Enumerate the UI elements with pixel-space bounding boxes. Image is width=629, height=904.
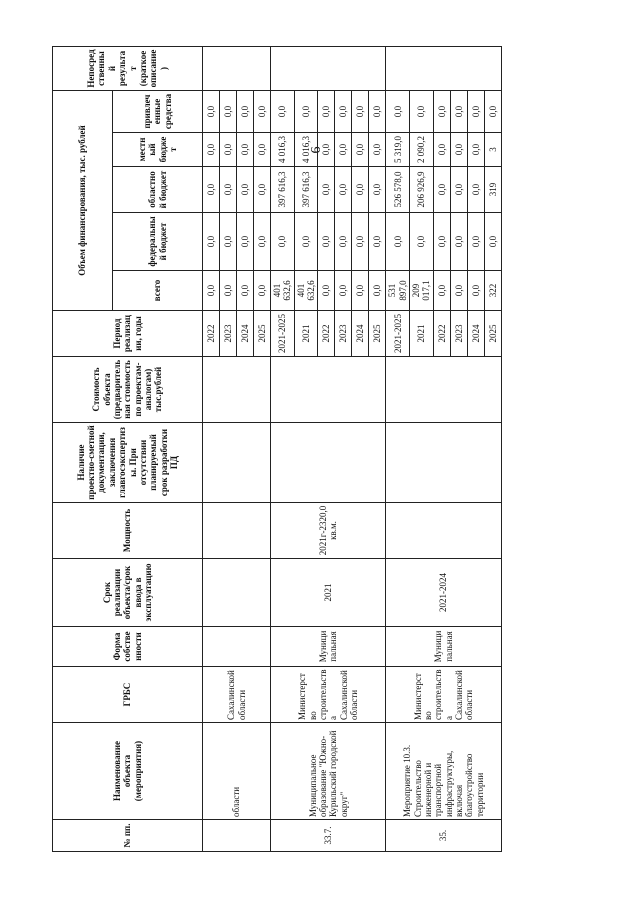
cell-term: 2021-2024 — [386, 559, 501, 627]
cell-result — [386, 47, 501, 91]
cell-federal: 0,0 — [237, 213, 254, 271]
header-grbs: ГРБС — [53, 667, 203, 723]
cell-attracted: 0,0 — [220, 91, 237, 133]
cell-federal: 0,0 — [254, 213, 271, 271]
cell-grbs: Сахалинской области — [203, 667, 271, 723]
cell-federal: 0,0 — [484, 213, 501, 271]
cell-local: 4 016,3 — [294, 133, 318, 167]
cell-attracted: 0,0 — [254, 91, 271, 133]
cell-attracted: 0,0 — [237, 91, 254, 133]
cell-federal: 0,0 — [220, 213, 237, 271]
cell-year: 2025 — [484, 311, 501, 357]
header-regional: областной бюджет — [113, 167, 203, 213]
header-psd: Наличие проектно-сметной документации, заключения главгосэкспертизы. При отсутствии планируемый срок разработки ПД — [53, 423, 203, 503]
header-no: № пп. — [53, 820, 203, 852]
cell-total: 0,0 — [203, 271, 220, 311]
cell-regional: 0,0 — [352, 167, 369, 213]
cell-local: 0,0 — [352, 133, 369, 167]
cell-term — [203, 559, 271, 627]
cell-year: 2022 — [203, 311, 220, 357]
table-body — [203, 47, 502, 852]
cell-local: 4 016,3 — [271, 133, 295, 167]
cell-result — [203, 47, 271, 91]
cell-attracted: 0,0 — [410, 91, 434, 133]
cell-attracted: 0,0 — [467, 91, 484, 133]
cell-year: 2021 — [410, 311, 434, 357]
cell-federal: 0,0 — [433, 213, 450, 271]
cell-federal: 0,0 — [203, 213, 220, 271]
cell-attracted: 0,0 — [484, 91, 501, 133]
cell-regional: 0,0 — [203, 167, 220, 213]
cell-local: 0,0 — [467, 133, 484, 167]
cell-attracted: 0,0 — [271, 91, 295, 133]
cell-attracted: 0,0 — [203, 91, 220, 133]
cell-total: 0,0 — [220, 271, 237, 311]
funding-table — [52, 46, 502, 852]
cell-local: 0,0 — [450, 133, 467, 167]
cell-year: 2022 — [318, 311, 335, 357]
cell-capacity — [386, 503, 501, 559]
cell-psd — [203, 423, 271, 503]
cell-total: 0,0 — [352, 271, 369, 311]
cell-year: 2024 — [352, 311, 369, 357]
cell-federal: 0,0 — [410, 213, 434, 271]
cell-local: 0,0 — [254, 133, 271, 167]
page-number: 6 — [309, 146, 324, 154]
cell-total: 0,0 — [467, 271, 484, 311]
table-header — [53, 47, 203, 852]
cell-ownership: Муниципальная — [271, 627, 386, 667]
cell-name: Мероприятие 10.3. Строительство инженерной и транспортной инфраструктуры, включая благоустройство территории — [386, 723, 501, 820]
cell-regional: 0,0 — [467, 167, 484, 213]
cell-year: 2022 — [433, 311, 450, 357]
cell-federal: 0,0 — [450, 213, 467, 271]
cell-total: 0,0 — [335, 271, 352, 311]
cell-regional: 526 578,0 — [386, 167, 410, 213]
cell-grbs: Министерство строительства Сахалинской области — [271, 667, 386, 723]
cell-term: 2021 — [271, 559, 386, 627]
cell-regional: 0,0 — [450, 167, 467, 213]
cell-federal: 0,0 — [271, 213, 295, 271]
cell-cost — [386, 357, 501, 423]
table-row — [203, 47, 220, 852]
cell-total: 209 017,1 — [410, 271, 434, 311]
cell-total: 401 632,6 — [271, 271, 295, 311]
cell-psd — [386, 423, 501, 503]
cell-federal: 0,0 — [369, 213, 386, 271]
cell-attracted: 0,0 — [318, 91, 335, 133]
cell-no — [203, 820, 271, 852]
header-capacity: Мощность — [53, 503, 203, 559]
header-funding: Объем финансирования, тыс. рублей — [53, 91, 113, 311]
cell-regional: 0,0 — [237, 167, 254, 213]
cell-local: 0,0 — [433, 133, 450, 167]
table-row — [386, 47, 410, 852]
cell-capacity: 2021г-2320,0 кв.м. — [271, 503, 386, 559]
cell-year: 2025 — [254, 311, 271, 357]
cell-year: 2023 — [220, 311, 237, 357]
cell-attracted: 0,0 — [386, 91, 410, 133]
cell-total: 531 897,0 — [386, 271, 410, 311]
cell-regional: 0,0 — [254, 167, 271, 213]
cell-attracted: 0,0 — [433, 91, 450, 133]
cell-cost — [203, 357, 271, 423]
cell-regional: 397 616,3 — [271, 167, 295, 213]
cell-regional: 0,0 — [433, 167, 450, 213]
header-result: Непосредственный результат (краткое описание) — [53, 47, 203, 91]
cell-local: 0,0 — [203, 133, 220, 167]
cell-regional: 0,0 — [369, 167, 386, 213]
cell-federal: 0,0 — [318, 213, 335, 271]
cell-ownership — [203, 627, 271, 667]
cell-total: 0,0 — [433, 271, 450, 311]
cell-grbs: Министерство строительства Сахалинской области — [386, 667, 501, 723]
header-federal: федеральный бюджет — [113, 213, 203, 271]
header-term: Срок реализации объекта/срок ввода в эксплуатацию — [53, 559, 203, 627]
header-name: Наименование объекта (мероприятия) — [53, 723, 203, 820]
cell-ownership: Муниципальная — [386, 627, 501, 667]
header-ownership: Форма собственности — [53, 627, 203, 667]
cell-total: 0,0 — [318, 271, 335, 311]
cell-year: 2025 — [369, 311, 386, 357]
header-attracted: привлеченные средства — [113, 91, 203, 133]
cell-result — [271, 47, 386, 91]
cell-no: 33.7. — [271, 820, 386, 852]
header-cost: Стоимость объекта (предварительная стоимость по проектам-аналогам) тыс.рублей — [53, 357, 203, 423]
cell-attracted: 0,0 — [294, 91, 318, 133]
cell-cost — [271, 357, 386, 423]
cell-attracted: 0,0 — [352, 91, 369, 133]
cell-year: 2021-2025 — [271, 311, 295, 357]
cell-year: 2023 — [450, 311, 467, 357]
cell-year: 2021 — [294, 311, 318, 357]
cell-total: 0,0 — [369, 271, 386, 311]
cell-federal: 0,0 — [467, 213, 484, 271]
cell-federal: 0,0 — [352, 213, 369, 271]
cell-local: 0,0 — [369, 133, 386, 167]
cell-capacity — [203, 503, 271, 559]
cell-year: 2021-2025 — [386, 311, 410, 357]
cell-local: 2 090,2 — [410, 133, 434, 167]
cell-local: 3 — [484, 133, 501, 167]
cell-attracted: 0,0 — [450, 91, 467, 133]
cell-federal: 0,0 — [386, 213, 410, 271]
cell-attracted: 0,0 — [369, 91, 386, 133]
cell-name: Муниципальное образование "Южно-Курильский городской округ" — [271, 723, 386, 820]
cell-federal: 0,0 — [294, 213, 318, 271]
table-row — [271, 47, 295, 852]
cell-regional: 0,0 — [318, 167, 335, 213]
cell-year: 2024 — [467, 311, 484, 357]
cell-local: 0,0 — [335, 133, 352, 167]
cell-total: 0,0 — [450, 271, 467, 311]
cell-local: 5 319,0 — [386, 133, 410, 167]
cell-regional: 0,0 — [335, 167, 352, 213]
cell-regional: 397 616,3 — [294, 167, 318, 213]
cell-local: 0,0 — [220, 133, 237, 167]
cell-total: 0,0 — [237, 271, 254, 311]
header-period: Период реализации, годы — [53, 311, 203, 357]
cell-regional: 0,0 — [220, 167, 237, 213]
cell-local: 0,0 — [318, 133, 335, 167]
cell-regional: 319 — [484, 167, 501, 213]
cell-no: 35. — [386, 820, 501, 852]
cell-total: 322 — [484, 271, 501, 311]
cell-total: 0,0 — [254, 271, 271, 311]
cell-federal: 0,0 — [335, 213, 352, 271]
cell-name: области — [203, 723, 271, 820]
header-local: местный бюджет — [113, 133, 203, 167]
cell-attracted: 0,0 — [335, 91, 352, 133]
cell-year: 2023 — [335, 311, 352, 357]
cell-total: 401 632,6 — [294, 271, 318, 311]
cell-local: 0,0 — [237, 133, 254, 167]
cell-year: 2024 — [237, 311, 254, 357]
cell-regional: 206 926,9 — [410, 167, 434, 213]
rotated-table-container — [52, 47, 536, 852]
cell-psd — [271, 423, 386, 503]
header-total: всего — [113, 271, 203, 311]
